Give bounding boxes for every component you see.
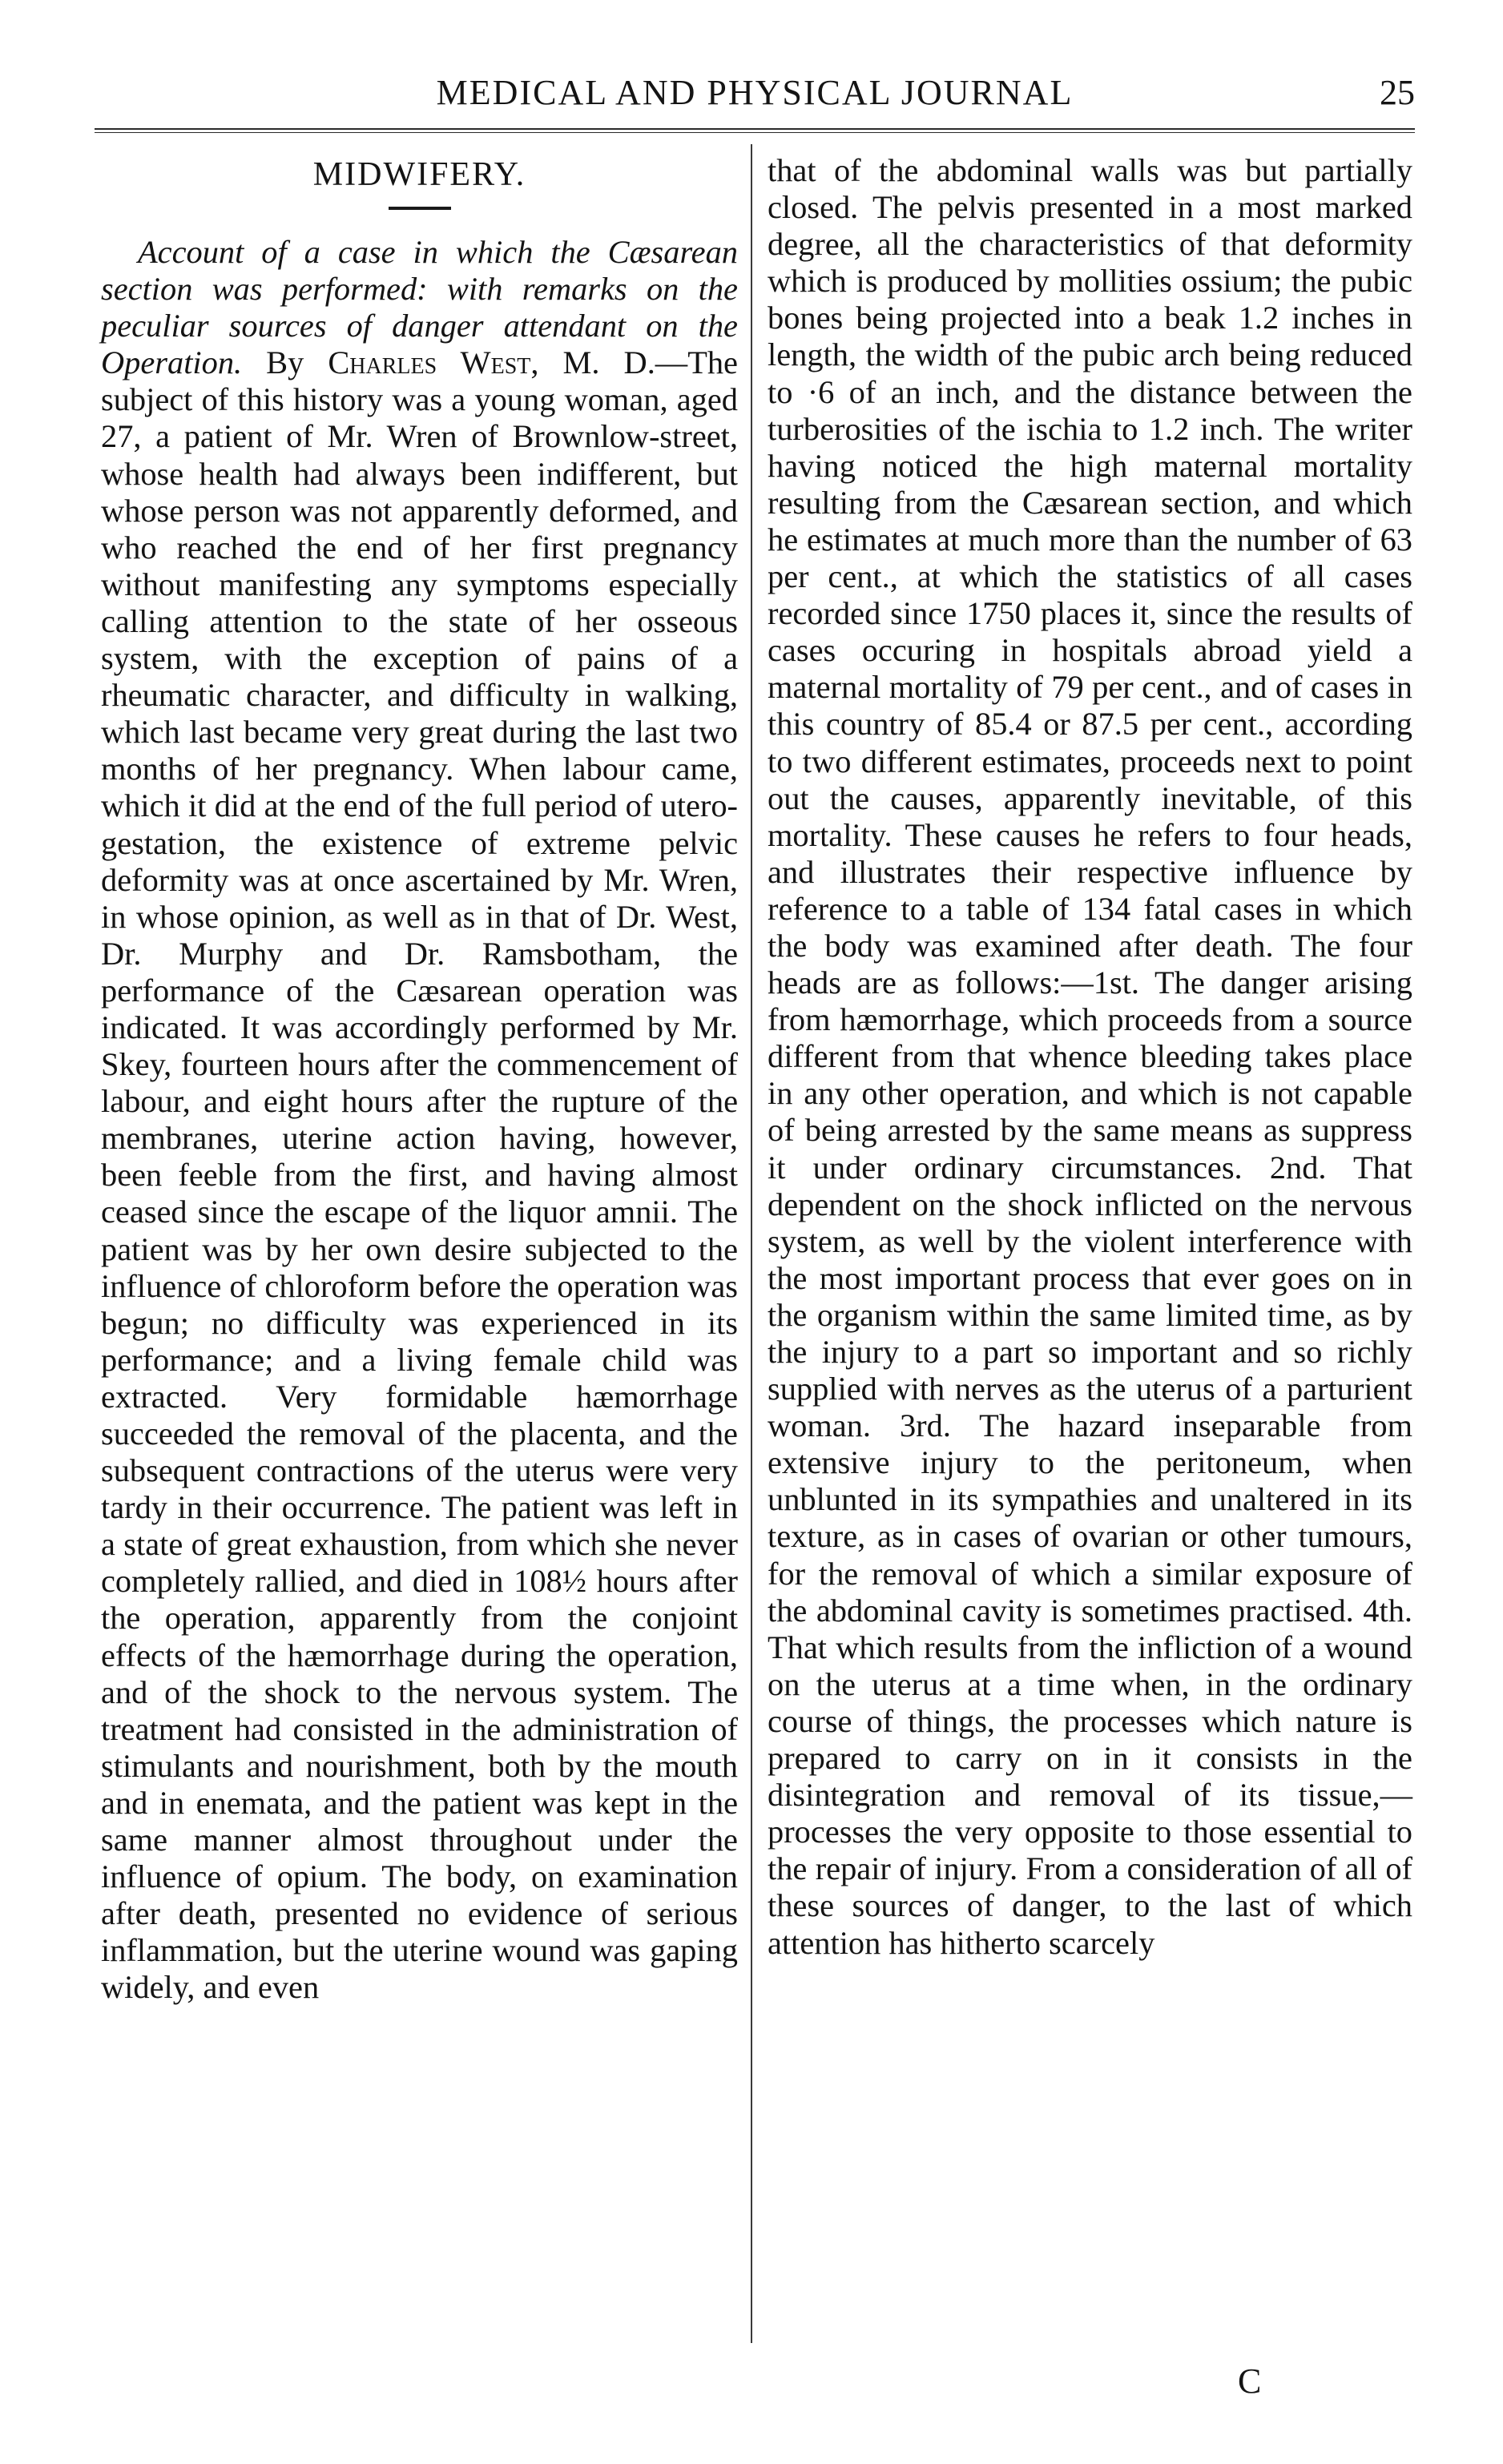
by-label: By <box>266 344 304 381</box>
section-heading: MIDWIFERY. <box>312 156 526 193</box>
article-author: Charles West, M. D. <box>328 344 655 381</box>
heading-ornament-rule <box>389 207 451 210</box>
running-head <box>95 69 1415 125</box>
column-divider <box>751 144 752 2343</box>
header-rule <box>95 128 1415 133</box>
article-opening-paragraph <box>101 234 738 2007</box>
article-body-right: that of the abdominal walls was but partially closed. The pelvis presented in a most marked degree, all the characteristics of that deformity which is produced by mollities ossium; the pubic bones being projected into a beak 1.2 inches in length, the width of the pubic arch being reduced to ·6 of an inch, and the distance between the turberosities of the ischia to 1.2 inch. The writer having noticed the high maternal mortality resulting from the Cæsarean section, and which he estimates at much more than the number of 63 per cent., at which the statistics of all cases recorded since 1750 places it, since the results of cases occuring in hospitals abroad yield a maternal mortality of 79 per cent., and of cases in this country of 85.4 or 87.5 per cent., according to two different estimates, proceeds next to point out the causes, apparently inevitable, of this mortality. These causes he refers to four heads, and illustrates their respective influence by reference to a table of 134 fatal cases in which the body was examined after death. The four heads are as follows:—1st. The danger arising from hæmorrhage, which proceeds from a source different from that whence bleeding takes place in any other operation, and which is not capable of being arrested by the same means as suppress it under ordinary circumstances. 2nd. That dependent on the shock inflicted on the nervous system, as well by the violent interference with the most important process that ever goes on in the organism within the same limited time, as by the injury to a part so important and so richly supplied with nerves as the uterus of a parturient woman. 3rd. The hazard inseparable from extensive injury to the peritoneum, when unblunted in its sympathies and unaltered in its texture, as in cases of ovarian or other tumours, for the removal of which a similar exposure of the abdominal cavity is sometimes practised. 4th. That which results from the infliction of a wound on the uterus at a time when, in the ordinary course of things, the processes which nature is prepared to carry on in it consists in the disintegration and removal of its tissue,—processes the very opposite to those essential to the repair of injury. From a consideration of all of these sources of danger, to the last of which attention has hitherto scarcely <box>768 152 1412 1961</box>
page-number: 25 <box>1380 73 1415 112</box>
article-title: Account of a case in which the Cæsarean section was performed: with remarks on the peculiar sources of danger attendant on the Operation. <box>101 234 738 381</box>
journal-title: MEDICAL AND PHYSICAL JOURNAL <box>436 73 1074 112</box>
right-column <box>768 152 1412 1962</box>
left-column <box>101 152 738 2007</box>
article-body-left: —The subject of this history was a young woman, aged 27, a patient of Mr. Wren of Brownlow-street, whose health had always been indifferent, but whose person was not apparently deformed, and who reached the end of her first pregnancy without manifesting any symptoms especially calling attention to the state of her osseous system, with the exception of pains of a rheumatic character, and difficulty in walking, which last became very great during the last two months of her pregnancy. When labour came, which it did at the end of the full period of utero-gestation, the existence of extreme pelvic deformity was at once ascertained by Mr. Wren, in whose opinion, as well as in that of Dr. West, Dr. Murphy and Dr. Ramsbotham, the performance of the Cæsarean operation was indicated. It was accordingly performed by Mr. Skey, fourteen hours after the commencement of labour, and eight hours after the rupture of the membranes, uterine action having, however, been feeble from the first, and having almost ceased since the escape of the liquor amnii. The patient was by her own desire subjected to the influence of chloroform before the operation was begun; no difficulty was experienced in its performance; and a living female child was extracted. Very formidable hæmorrhage succeeded the removal of the placenta, and the subsequent contractions of the uterus were very tardy in their occurrence. The patient was left in a state of great exhaustion, from which she never completely rallied, and died in 108½ hours after the operation, apparently from the conjoint effects of the hæmorrhage during the operation, and of the shock to the nervous system. The treatment had consisted in the administration of stimulants and nourishment, both by the mouth and in enemata, and the patient was kept in the same manner almost throughout under the influence of opium. The body, on examination after death, presented no evidence of serious inflammation, but the uterine wound was gaping widely, and even <box>101 344 738 2006</box>
signature-mark: C <box>1238 2361 1262 2401</box>
